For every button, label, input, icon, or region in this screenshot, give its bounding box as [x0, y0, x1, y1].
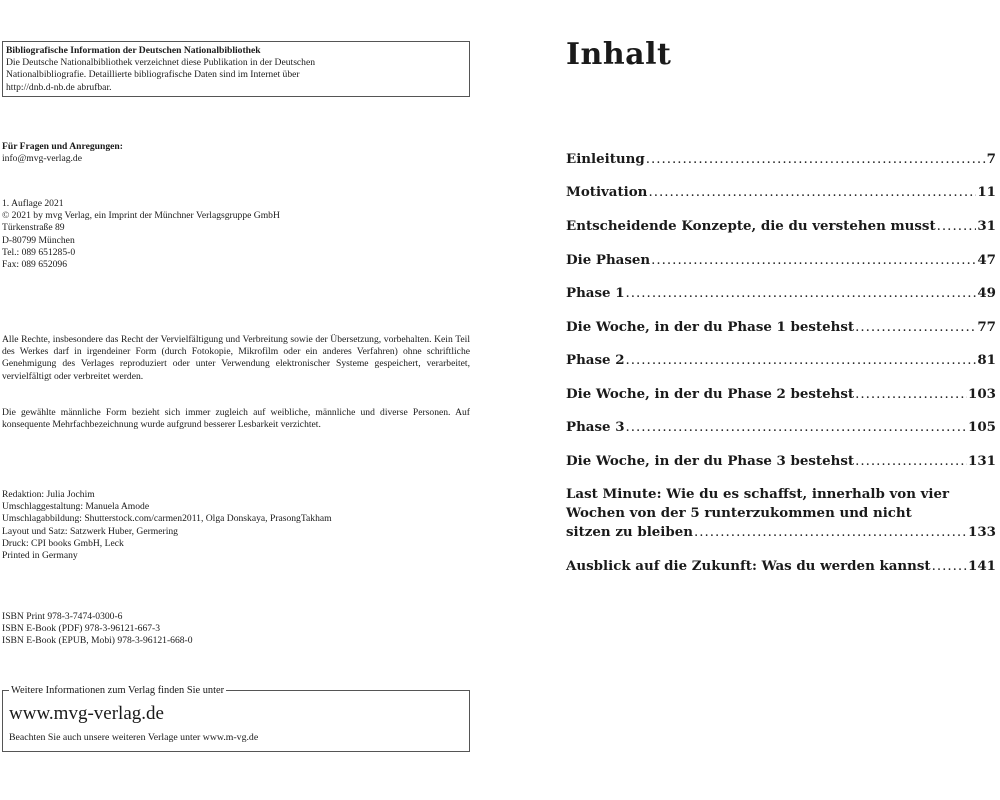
toc-entry-title: Last Minute: Wie du es schaffst, innerhalb von vier [566, 486, 950, 502]
toc-entry-phase-2[interactable] [566, 351, 996, 370]
imprint-line: Tel.: 089 651285-0 [2, 246, 76, 258]
toc-page-number: 7 [986, 151, 996, 167]
toc-entry-phasen[interactable] [566, 251, 996, 270]
contact-block [2, 141, 123, 165]
toc-entry-title: Die Phasen [566, 252, 651, 268]
toc-leader [651, 251, 976, 270]
toc-entry-phase-3[interactable] [566, 418, 996, 437]
rights-notice [2, 334, 470, 383]
table-of-contents-page [566, 0, 996, 800]
toc-entry-title: Phase 3 [566, 419, 625, 435]
toc-page-number: 47 [977, 252, 996, 268]
toc-entry-einleitung[interactable] [566, 150, 996, 169]
isbn-block [2, 611, 193, 648]
biblio-line: http://dnb.d-nb.de abrufbar. [6, 81, 112, 93]
toc-leader [626, 418, 968, 437]
toc-page-number: 81 [977, 352, 996, 368]
toc-entry-woche-phase-3[interactable] [566, 452, 996, 471]
gender-notice [2, 407, 470, 431]
publisher-website-link[interactable]: www.mvg-verlag.de [9, 703, 164, 724]
toc-leader [937, 217, 977, 236]
toc-entry-title: Entscheidende Konzepte, die du verstehen musst [566, 218, 936, 234]
toc-page-number: 77 [977, 319, 996, 335]
isbn-line: ISBN E-Book (PDF) 978-3-96121-667-3 [2, 623, 161, 635]
toc-entry-title: Die Woche, in der du Phase 3 bestehst [566, 453, 855, 469]
biblio-title: Bibliografische Information der Deutschen Nationalbibliothek [6, 45, 261, 56]
toc-leader [626, 284, 977, 303]
toc-entry-konzepte[interactable] [566, 217, 996, 236]
toc-title: Inhalt [566, 37, 672, 72]
toc-page-number: 133 [968, 524, 996, 540]
toc-page-number: 103 [968, 386, 996, 402]
contact-heading: Für Fragen und Anregungen: [2, 141, 123, 152]
credits-block [2, 489, 332, 562]
credit-line: Redaktion: Julia Jochim [2, 489, 95, 500]
biblio-line: Die Deutsche Nationalbibliothek verzeichnet diese Publikation in der Deutschen [6, 57, 316, 69]
credit-line: Umschlaggestaltung: Manuela Amode [2, 501, 150, 513]
rights-text: Alle Rechte, insbesondere das Recht der Vervielfältigung und Verbreitung sowie der Übersetzung, vorbehalten. Kein Teil des Werkes darf in irgendeiner Form (durch Fotokopie, Mikrofilm oder ein anderes Verfahren) ohne schriftliche Genehmigung des Verlages reproduziert oder unter Verwendung elektronischer Systeme gespeichert, verarbeitet, vervielfältigt oder verbreitet werden. [2, 334, 470, 382]
imprint-line: Türkenstraße 89 [2, 222, 65, 234]
toc-leader [855, 385, 967, 404]
toc-leader [626, 351, 977, 370]
toc-page-number: 31 [977, 218, 996, 234]
toc-entry-title: Die Woche, in der du Phase 1 bestehst [566, 319, 855, 335]
publisher-info-legend: Weitere Informationen zum Verlag finden Sie unter [11, 685, 225, 696]
credit-line: Layout und Satz: Satzwerk Huber, Germering [2, 525, 178, 537]
toc-entry-title: sitzen zu bleiben [566, 524, 694, 540]
toc-entry-woche-phase-1[interactable] [566, 318, 996, 337]
toc-leader [694, 523, 967, 542]
isbn-line: ISBN Print 978-3-7474-0300-6 [2, 611, 123, 622]
toc-entry-woche-phase-2[interactable] [566, 385, 996, 404]
imprint-page [0, 0, 480, 800]
toc-entry-title: Wochen von der 5 runterzukommen und nicht [566, 505, 912, 521]
other-publishers-note: Beachten Sie auch unsere weiteren Verlage unter www.m-vg.de [9, 732, 259, 743]
toc-entry-title: Ausblick auf die Zukunft: Was du werden kannst [566, 558, 931, 574]
publisher-info-box [2, 685, 470, 752]
biblio-line: Nationalbibliografie. Detaillierte bibliografische Daten sind im Internet über [6, 69, 300, 81]
toc-page-number: 141 [968, 558, 996, 574]
toc-entry-title: Phase 1 [566, 285, 625, 301]
imprint-line: Fax: 089 652096 [2, 259, 68, 271]
isbn-line: ISBN E-Book (EPUB, Mobi) 978-3-96121-668-0 [2, 635, 193, 647]
gender-note-text: Die gewählte männliche Form bezieht sich immer zugleich auf weibliche, männliche und diverse Personen. Auf konsequente Mehrfachbezeichnung wurde aufgrund besserer Lesbarkeit verzichtet. [2, 407, 470, 431]
credit-line: Umschlagabbildung: Shutterstock.com/carmen2011, Olga Donskaya, PrasongTakham [2, 513, 332, 525]
toc-entry-ausblick[interactable] [566, 557, 996, 576]
toc-leader [648, 183, 976, 202]
toc-entry-title: Einleitung [566, 151, 645, 167]
credit-line: Printed in Germany [2, 550, 78, 562]
imprint-line: 1. Auflage 2021 [2, 198, 64, 209]
imprint-line: D-80799 München [2, 234, 75, 246]
imprint-line: © 2021 by mvg Verlag, ein Imprint der Münchner Verlagsgruppe GmbH [2, 210, 280, 222]
publisher-imprint [2, 198, 280, 271]
toc-entry-last-minute[interactable] [566, 485, 996, 542]
toc-leader [855, 452, 967, 471]
toc-page-number: 49 [977, 285, 996, 301]
toc-page-number: 131 [968, 453, 996, 469]
toc-page-number: 11 [977, 184, 996, 200]
toc-entry-title: Die Woche, in der du Phase 2 bestehst [566, 386, 855, 402]
toc-leader [932, 557, 967, 576]
toc-entry-motivation[interactable] [566, 183, 996, 202]
toc-entry-phase-1[interactable] [566, 284, 996, 303]
toc-page-number: 105 [968, 419, 996, 435]
bibliographic-info-box [2, 41, 470, 97]
toc-entry-title: Phase 2 [566, 352, 625, 368]
contact-email[interactable]: info@mvg-verlag.de [2, 153, 82, 165]
toc-entry-title: Motivation [566, 184, 648, 200]
toc-leader [855, 318, 976, 337]
toc-leader [646, 150, 986, 169]
credit-line: Druck: CPI books GmbH, Leck [2, 537, 124, 549]
